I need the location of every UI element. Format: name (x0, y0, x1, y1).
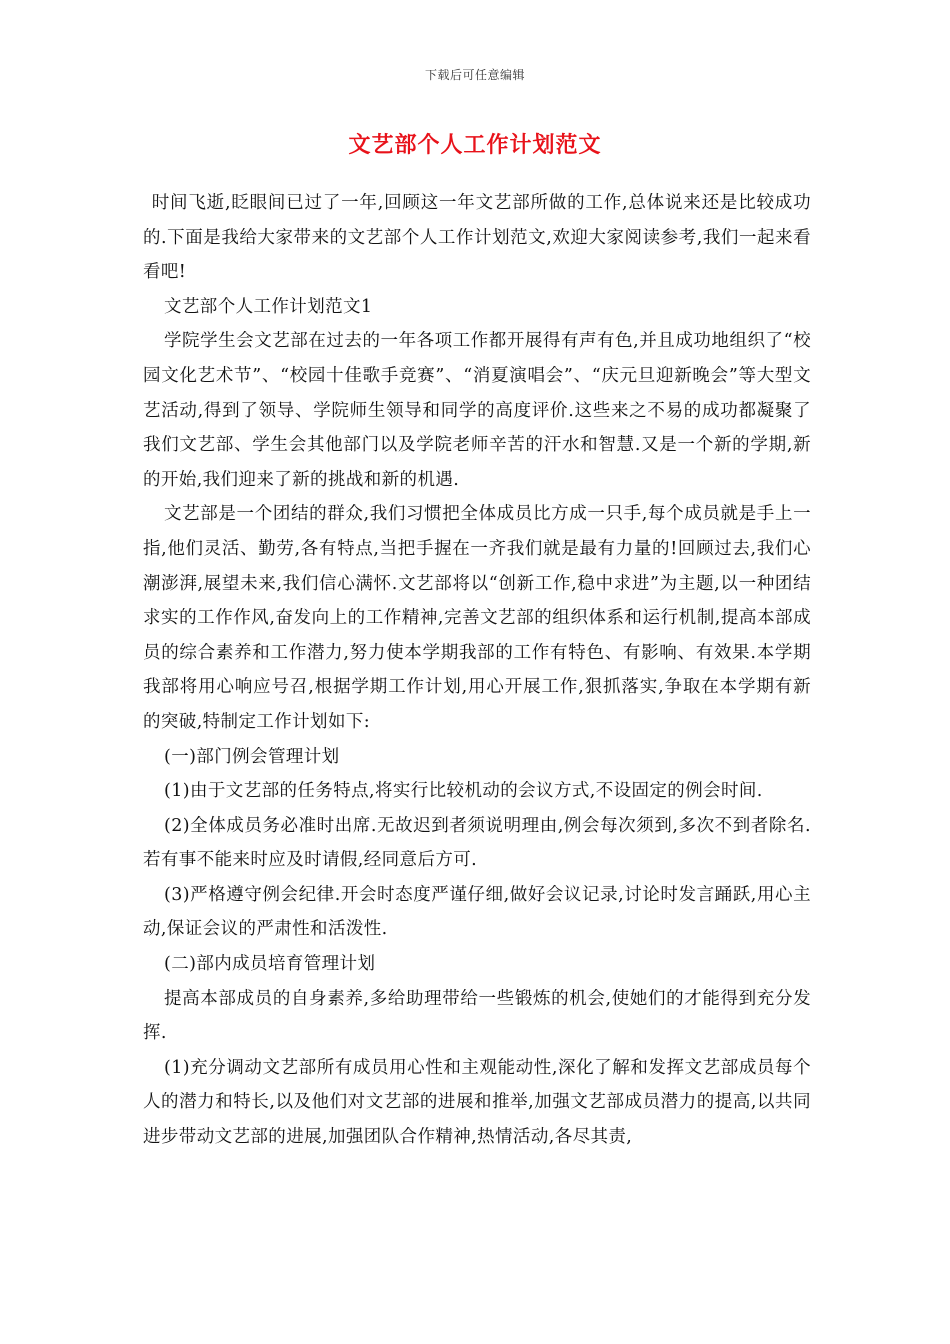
header-note: 下载后可任意编辑 (424, 68, 525, 82)
list-item: (2)全体成员务必准时出席.无故迟到者须说明理由,例会每次须到,多次不到者除名.若有事不能来时应及时请假,经同意后方可. (143, 815, 811, 871)
paragraph: 学院学生会文艺部在过去的一年各项工作都开展得有声有色,并且成功地组织了“校园文化艺术节”、“校园十佳歌手竞赛”、“消夏演唱会”、“庆元旦迎新晚会”等大型文艺活动,得到了领导、学院师生领导和同学的高度评价.这些来之不易的成功都凝聚了我们文艺部、学生会其他部门以及学院老师辛苦的汗水和智慧.又是一个新的学期,新的开始,我们迎来了新的挑战和新的机遇. (143, 331, 811, 490)
paragraph: 提高本部成员的自身素养,多给助理带给一些锻炼的机会,使她们的才能得到充分发挥. (143, 988, 811, 1044)
list-item: (1)由于文艺部的任务特点,将实行比较机动的会议方式,不设固定的例会时间. (164, 781, 763, 802)
list-item: (3)严格遵守例会纪律.开会时态度严谨仔细,做好会议记录,讨论时发言踊跃,用心主动,保证会议的严肃性和活泼性. (143, 884, 811, 940)
paragraph: 文艺部是一个团结的群众,我们习惯把全体成员比方成一只手,每个成员就是手上一指,他们灵活、勤劳,各有特点,当把手握在一齐我们就是最有力量的!回顾过去,我们心潮澎湃,展望未来,我们信心满怀.文艺部将以“创新工作,稳中求进”为主题,以一种团结求实的工作作风,奋发向上的工作精神,完善文艺部的组织体系和运行机制,提高本部成员的综合素养和工作潜力,努力使本学期我部的工作有特色、有影响、有效果.本学期我部将用心响应号召,根据学期工作计划,用心开展工作,狠抓落实,争取在本学期有新的突破,特制定工作计划如下: (143, 504, 811, 732)
section-heading: 文艺部个人工作计划范文1 (164, 296, 373, 317)
subsection-heading: (一)部门例会管理计划 (164, 746, 340, 767)
document-title: 文艺部个人工作计划范文 (348, 132, 602, 158)
list-item: (1)充分调动文艺部所有成员用心性和主观能动性,深化了解和发挥文艺部成员每个人的潜力和特长,以及他们对文艺部的进展和推举,加强文艺部成员潜力的提高,以共同进步带动文艺部的进展,加强团队合作精神,热情活动,各尽其责, (143, 1057, 811, 1148)
intro-paragraph: 时间飞逝,眨眼间已过了一年,回顾这一年文艺部所做的工作,总体说来还是比较成功的.下面是我给大家带来的文艺部个人工作计划范文,欢迎大家阅读参考,我们一起来看看吧! (143, 193, 811, 283)
document-body (143, 186, 811, 1155)
subsection-heading: (二)部内成员培育管理计划 (164, 954, 376, 975)
